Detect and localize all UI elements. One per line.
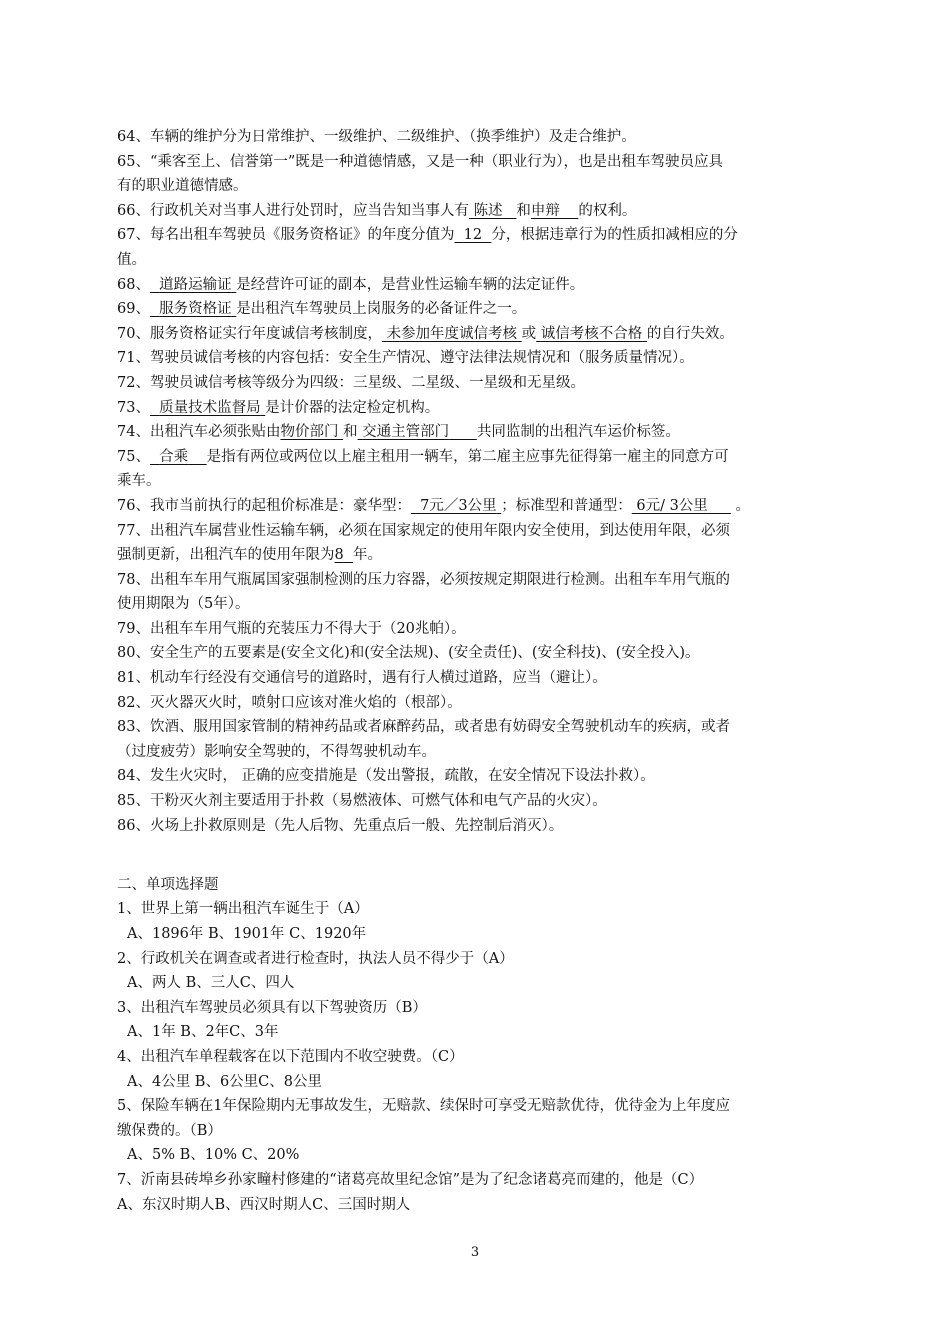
mc-options-5: A、5% B、10% C、20% — [127, 1147, 300, 1164]
q64: 64、车辆的维护分为日常维护、一级维护、二级维护、（换季维护）及走合维护。 — [117, 129, 636, 145]
mc-options-1: A、1896年 B、1901年 C、1920年 — [127, 926, 367, 942]
mc-options-7: A、东汉时期人B、西汉时期人C、三国时期人 — [117, 1196, 411, 1213]
q82: 82、灭火器灭火时，喷射口应该对准火焰的（根部）。 — [117, 694, 462, 711]
mc-options-2: A、两人 B、三人C、四人 — [127, 975, 295, 992]
q74: 74、出租汽车必须张贴由物价部门 和 交通主管部门 共同监制的出租汽车运价标签。 — [117, 424, 680, 441]
q73-answer: 质量技术监督局 — [159, 399, 261, 416]
q66-answer2: 申辩 — [530, 202, 560, 219]
spacer — [117, 863, 829, 873]
mc-question-3: 3、出租汽车驾驶员必须具有以下驾驶资历（B） — [117, 999, 427, 1016]
q74-answer1: 物价部门 — [280, 424, 339, 441]
mc-question-1: 1、世界上第一辆出租汽车诞生于（A） — [117, 901, 369, 918]
section-heading: 二、单项选择题 — [117, 876, 219, 893]
q69-answer: 服务资格证 — [159, 301, 232, 318]
q75-line1: 75、 合乘 是指有两位或两位以上雇主租用一辆车，第二雇主应事先征得第一雇主的同意方可 — [117, 448, 729, 465]
spacer — [117, 838, 829, 863]
q79: 79、出租车车用气瓶的充装压力不得大于（20兆帕）。 — [117, 620, 466, 637]
q76: 76、我市当前执行的起租价标准是：豪华型： 7元／3公里 ；标准型和普通型： 6元/ 3公里 。 — [117, 497, 750, 514]
mc-question-2: 2、行政机关在调查或者进行检查时，执法人员不得少于（A） — [117, 950, 514, 967]
q78-line2: 使用期限为（5年）。 — [117, 596, 250, 613]
q81: 81、机动车行经没有交通信号的道路时，遇有行人横过道路，应当（避让）。 — [117, 670, 607, 687]
mc-question-7: 7、沂南县砖埠乡孙家疃村修建的“诸葛亮故里纪念馆”是为了纪念诸葛亮而建的，他是（C） — [117, 1171, 704, 1188]
mc-question-5-line2: 缴保费的。（B） — [117, 1122, 222, 1139]
document-body — [117, 125, 829, 1217]
q70: 70、服务资格证实行年度诚信考核制度， 未参加年度诚信考核 或 诚信考核不合格 的自行失效。 — [117, 325, 734, 342]
q84: 84、发生火灾时， 正确的应变措施是（发出警报，疏散，在安全情况下设法扑救）。 — [117, 768, 655, 785]
q70-answer1: 未参加年度诚信考核 — [386, 325, 518, 342]
q67-line1: 67、每名出租车驾驶员《服务资格证》的年度分值为 12 分，根据违章行为的性质扣减相应的分 — [117, 227, 738, 244]
q66-answer1: 陈述 — [473, 202, 503, 219]
q78-line1: 78、出租车车用气瓶属国家强制检测的压力容器，必须按规定期限进行检测。出租车车用气瓶的 — [117, 571, 730, 588]
mc-question-5-line1: 5、保险车辆在1年保险期内无事故发生，无赔款、续保时可享受无赔款优待，优待金为上年度应 — [117, 1098, 730, 1115]
q73: 73、 质量技术监督局 是计价器的法定检定机构。 — [117, 399, 440, 416]
q76-answer1: 7元／3公里 — [420, 497, 497, 514]
q71: 71、驾驶员诚信考核的内容包括：安全生产情况、遵守法律法规情况和（服务质量情况）。 — [117, 350, 694, 367]
q86: 86、火场上扑救原则是（先人后物、先重点后一般、先控制后消灭）。 — [117, 817, 564, 834]
q67-line2: 值。 — [117, 251, 146, 268]
q74-answer2: 交通主管部门 — [362, 424, 450, 441]
q66: 66、行政机关对当事人进行处罚时，应当告知当事人有 陈述 和申辩 的权利。 — [117, 202, 637, 219]
mc-options-3: A、1年 B、2年C、3年 — [127, 1024, 279, 1041]
q65-line1: 65、“乘客至上、信誉第一”既是一种道德情感，又是一种（职业行为），也是出租车驾驶员应具 — [117, 153, 724, 170]
q85: 85、干粉灭火剂主要适用于扑救（易燃液体、可燃气体和电气产品的火灾）。 — [117, 793, 607, 810]
q83-line2: （过度疲劳）影响安全驾驶的，不得驾驶机动车。 — [117, 743, 436, 760]
q75-answer: 合乘 — [159, 448, 189, 465]
q70-answer2: 诚信考核不合格 — [540, 325, 643, 342]
q68-answer: 道路运输证 — [159, 276, 232, 293]
q77-answer: 8 — [334, 547, 344, 564]
page-number: 3 — [470, 1245, 480, 1260]
q80: 80、安全生产的五要素是(安全文化)和(安全法规)、(安全责任)、(安全科技)、(安全投入)。 — [117, 645, 700, 662]
mc-options-4: A、4公里 B、6公里C、8公里 — [127, 1073, 323, 1090]
q69: 69、 服务资格证 是出租汽车驾驶员上岗服务的必备证件之一。 — [117, 301, 527, 318]
q72: 72、驾驶员诚信考核等级分为四级：三星级、二星级、一星级和无星级。 — [117, 374, 585, 391]
q77-line1: 77、出租汽车属营业性运输车辆，必须在国家规定的使用年限内安全使用，到达使用年限，必须 — [117, 522, 730, 539]
q75-line2: 乘车。 — [117, 473, 161, 490]
mc-question-4: 4、出租汽车单程载客在以下范围内不收空驶费。（C） — [117, 1048, 464, 1065]
q67-answer: 12 — [463, 227, 483, 244]
q65-line2: 有的职业道德情感。 — [117, 178, 248, 195]
q77-line2: 强制更新，出租汽车的使用年限为8 年。 — [117, 547, 382, 564]
q68: 68、 道路运输证 是经营许可证的副本，是营业性运输车辆的法定证件。 — [117, 276, 585, 293]
q76-answer2: 6元/ 3公里 — [636, 497, 708, 514]
q83-line1: 83、饮酒、服用国家管制的精神药品或者麻醉药品，或者患有妨碍安全驾驶机动车的疾病，或者 — [117, 719, 730, 736]
